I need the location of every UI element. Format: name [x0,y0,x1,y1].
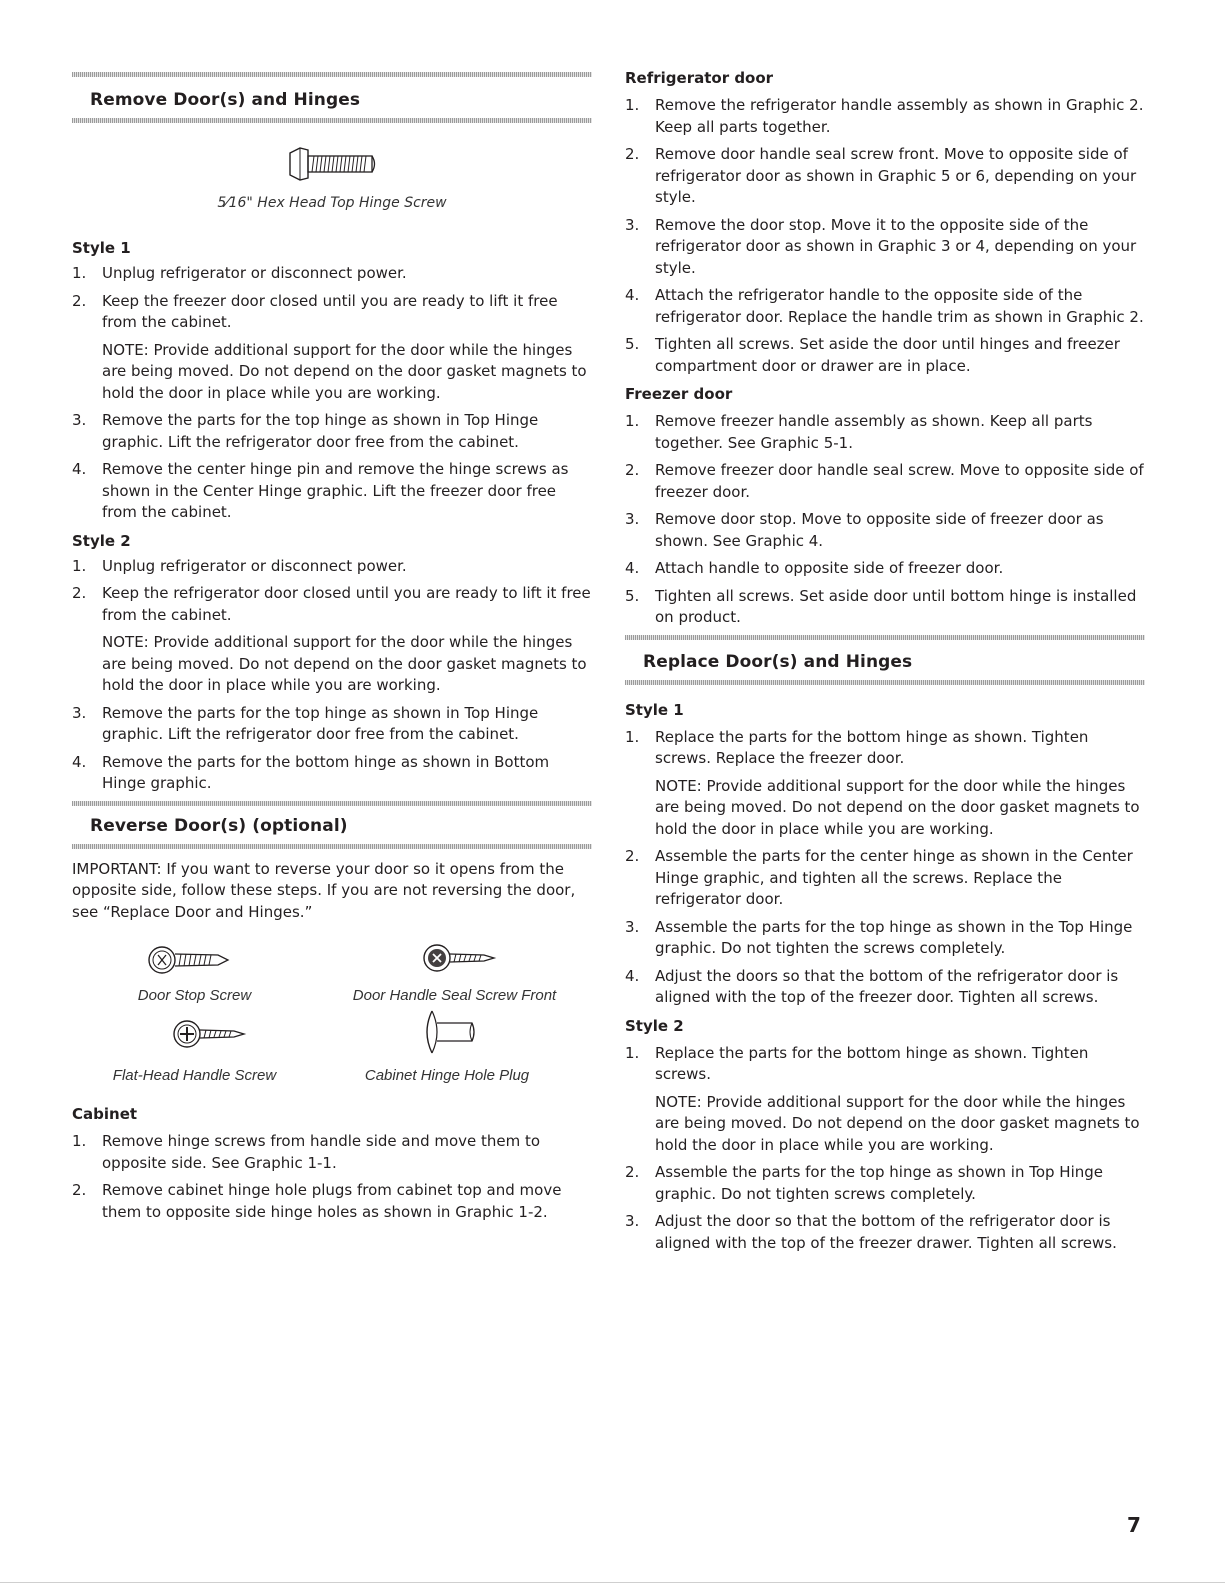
list-item: 3. Remove door stop. Move to opposite side of freezer door as shown. See Graphic 4. [625,510,1104,550]
list-item: 1. Replace the parts for the bottom hinge as shown. Tighten screws. NOTE: Provide additional support for the door while the hinges are being moved. Do not depend on the door gasket magnets to hold the door in place while you are working. [625,1043,1145,1157]
list-item: 4. Adjust the doors so that the bottom of the refrigerator door is aligned with the top of the freezer door. Tighten all screws. [625,966,1119,1006]
list-item: 1. Unplug refrigerator or disconnect power. [72,556,407,575]
list-item: 2. Remove freezer door handle seal screw. Move to opposite side of freezer door. [625,461,1144,501]
freezer-door-steps [625,411,1145,629]
list-item: 2. Assemble the parts for the center hinge as shown in the Center Hinge graphic, and tighten all the screws. Replace the refrigerator door. [625,847,1133,908]
list-item: 1. Remove hinge screws from handle side and move them to opposite side. See Graphic 1-1. [72,1132,541,1172]
fridge-door-steps [625,95,1145,377]
flat-head-screw-icon [172,1017,252,1051]
list-item: 1. Remove freezer handle assembly as shown. Keep all parts together. See Graphic 5-1. [625,412,1093,452]
subheading-style-1: Style 1 [625,700,684,719]
part-caption: Door Handle Seal Screw Front [352,987,557,1004]
subheading-style-1: Style 1 [72,239,131,257]
reverse-section-header [72,801,592,849]
list-item: 2. Remove door handle seal screw front. Move to opposite side of refrigerator door as shown in Graphic 5 or 6, depending on your style. [625,145,1137,206]
replace-style2-steps [625,1043,1145,1255]
hex-head-screw-icon [286,147,378,181]
screw-caption [72,195,592,211]
note: NOTE: Provide additional support for the door while the hinges are being moved. Do not depend on the door gasket magnets to hold the door in place while you are working. [655,1092,1140,1154]
note: NOTE: Provide additional support for the door while the hinges are being moved. Do not depend on the door gasket magnets to hold the door in place while you are working. [102,633,587,694]
list-item: 2. Keep the freezer door closed until you are ready to lift it free from the cabinet. NOTE: Provide additional support for the door while the hinges are being moved. Do not depend on the door gasket magnets to hold the door in place while you are working. [72,291,592,405]
list-item: 3. Remove the parts for the top hinge as shown in Top Hinge graphic. Lift the refrigerator door free from the cabinet. [72,703,539,743]
replace-style1-steps [625,727,1145,1009]
important-paragraph: IMPORTANT: If you want to reverse your door so it opens from the opposite side, follow these steps. If you are not reversing the door, see “Replace Door and Hinges.” [72,859,576,921]
left-column [72,0,592,1229]
divider [625,680,1145,685]
section-title-reverse: Reverse Door(s) (optional) [90,815,348,836]
remove-section-header [72,72,592,123]
right-column [625,0,1145,1260]
list-item: 3. Adjust the door so that the bottom of the refrigerator door is aligned with the top of the freezer drawer. Tighten all screws. [625,1212,1117,1252]
hex-head-screw-figure [72,123,592,219]
remove-style2-steps [72,556,592,795]
list-item: 2. Keep the refrigerator door closed until you are ready to lift it free from the cabinet. NOTE: Provide additional support for the door while the hinges are being moved. Do not depend on the door gasket magnets to hold the door in place while you are working. [72,583,592,697]
subheading-freezer-door: Freezer door [625,385,733,403]
list-item: 4. Remove the center hinge pin and remove the hinge screws as shown in the Center Hinge graphic. Lift the freezer door free from the cabinet. [72,460,569,521]
note: NOTE: Provide additional support for the door while the hinges are being moved. Do not depend on the door gasket magnets to hold the door in place while you are working. [102,340,587,402]
remove-style1-steps [72,263,592,524]
divider [72,72,592,77]
list-item: 3. Assemble the parts for the top hinge as shown in the Top Hinge graphic. Do not tighten the screws completely. [625,917,1133,957]
note: NOTE: Provide additional support for the door while the hinges are being moved. Do not depend on the door gasket magnets to hold the door in place while you are working. [655,776,1140,838]
replace-section-header [625,635,1145,685]
list-item: 1. Replace the parts for the bottom hinge as shown. Tighten screws. Replace the freezer door. NOTE: Provide additional support for the door while the hinges are being moved. Do not depend on the door gasket magnets to hold the door in place while you are working. [625,727,1145,841]
divider [72,844,592,849]
screw-caption-text: Hex Head Top Hinge Screw [252,195,447,211]
door-stop-screw-icon [148,943,234,977]
divider [625,635,1145,640]
part-caption: Flat-Head Handle Screw [112,1067,277,1084]
list-item: 2. Assemble the parts for the top hinge as shown in Top Hinge graphic. Do not tighten screws completely. [625,1163,1104,1203]
subheading-refrigerator-door: Refrigerator door [625,69,774,87]
handle-seal-screw-icon [422,941,502,975]
list-item: 2. Remove cabinet hinge hole plugs from cabinet top and move them to opposite side hinge holes as shown in Graphic 1-2. [72,1181,562,1221]
subheading-style-2: Style 2 [72,531,131,550]
subheading-style-2: Style 2 [625,1016,684,1035]
divider [72,801,592,806]
list-item: 4. Remove the parts for the bottom hinge as shown in Bottom Hinge graphic. [72,752,550,792]
list-item: 4. Attach the refrigerator handle to the opposite side of the refrigerator door. Replace the handle trim as shown in Graphic 2. [625,286,1144,326]
screw-caption-fraction: 5⁄16" [217,195,253,211]
list-item: 5. Tighten all screws. Set aside the door until hinges and freezer compartment door or drawer are in place. [625,335,1120,375]
list-item: 5. Tighten all screws. Set aside door until bottom hinge is installed on product. [625,586,1137,626]
cabinet-steps [72,1131,592,1223]
list-item: 3. Remove the door stop. Move it to the opposite side of the refrigerator door as shown in Graphic 3 or 4, depending on your style. [625,215,1137,277]
parts-grid [72,931,592,1091]
list-item: 3. Remove the parts for the top hinge as shown in Top Hinge graphic. Lift the refrigerator door free from the cabinet. [72,411,539,451]
hole-plug-icon [420,1009,480,1055]
subheading-cabinet: Cabinet [72,1105,138,1123]
section-title-remove: Remove Door(s) and Hinges [90,90,361,110]
bottom-edge-line [0,1582,1225,1583]
list-item: 1. Remove the refrigerator handle assembly as shown in Graphic 2. Keep all parts together. [625,96,1144,136]
part-caption: Cabinet Hinge Hole Plug [364,1067,530,1084]
page-number: 7 [1127,1513,1141,1537]
section-title-replace: Replace Door(s) and Hinges [643,651,913,672]
list-item: 4. Attach handle to opposite side of freezer door. [625,559,1004,577]
list-item: 1. Unplug refrigerator or disconnect power. [72,264,407,282]
part-caption: Door Stop Screw [137,987,252,1004]
